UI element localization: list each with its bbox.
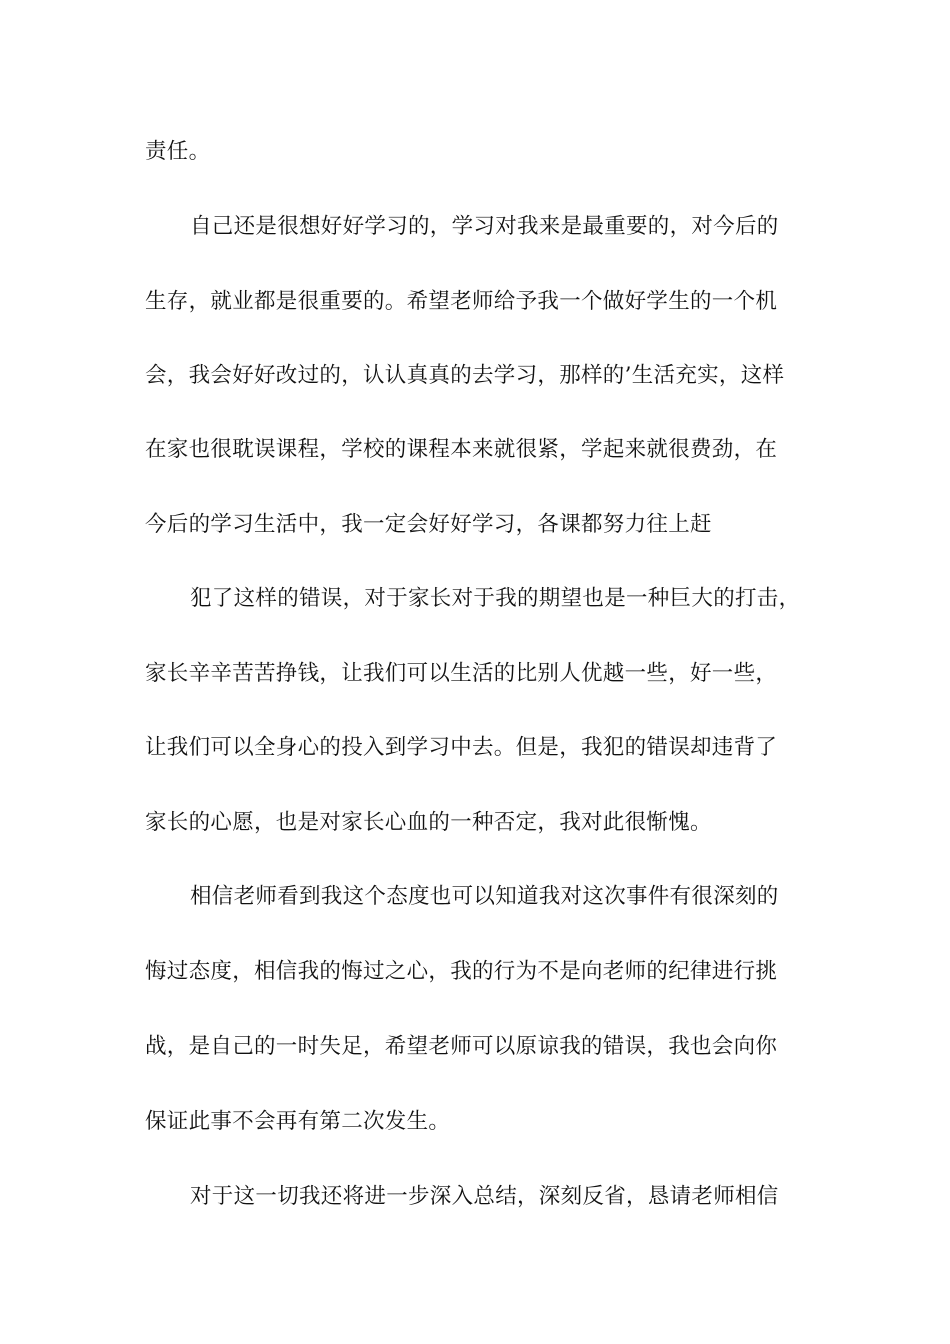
text-line: 生存，就业都是很重要的。希望老师给予我一个做好学生的一个机	[145, 289, 778, 314]
text-line: 保证此事不会再有第二次发生。	[145, 1109, 451, 1134]
text-line: 让我们可以全身心的投入到学习中去。但是，我犯的错误却违背了	[145, 735, 778, 760]
text-line: 今后的学习生活中，我一定会好好学习，各课都努力往上赶	[145, 512, 712, 537]
paragraph-start-line: 对于这一切我还将进一步深入总结，深刻反省，恳请老师相信	[190, 1184, 779, 1209]
text-line: 家长的心愿，也是对家长心血的一种否定，我对此很惭愧。	[145, 810, 712, 835]
paragraph-start-line: 相信老师看到我这个态度也可以知道我对这次事件有很深刻的	[190, 884, 779, 909]
text-line: 家长辛辛苦苦挣钱，让我们可以生活的比别人优越一些，好一些，	[145, 661, 778, 686]
text-line: 悔过态度，相信我的悔过之心，我的行为不是向老师的纪律进行挑	[145, 959, 778, 984]
text-line: 在家也很耽误课程，学校的课程本来就很紧，学起来就很费劲，在	[145, 437, 778, 462]
paragraph-start-line: 犯了这样的错误，对于家长对于我的期望也是一种巨大的打击，	[190, 586, 801, 611]
text-line: 战，是自己的一时失足，希望老师可以原谅我的错误，我也会向你	[145, 1034, 778, 1059]
text-line: 责任。	[145, 139, 211, 164]
paragraph-start-line: 自己还是很想好好学习的，学习对我来是最重要的，对今后的	[190, 214, 779, 239]
text-line: 会，我会好好改过的，认认真真的去学习，那样的’生活充实，这样	[145, 363, 785, 388]
